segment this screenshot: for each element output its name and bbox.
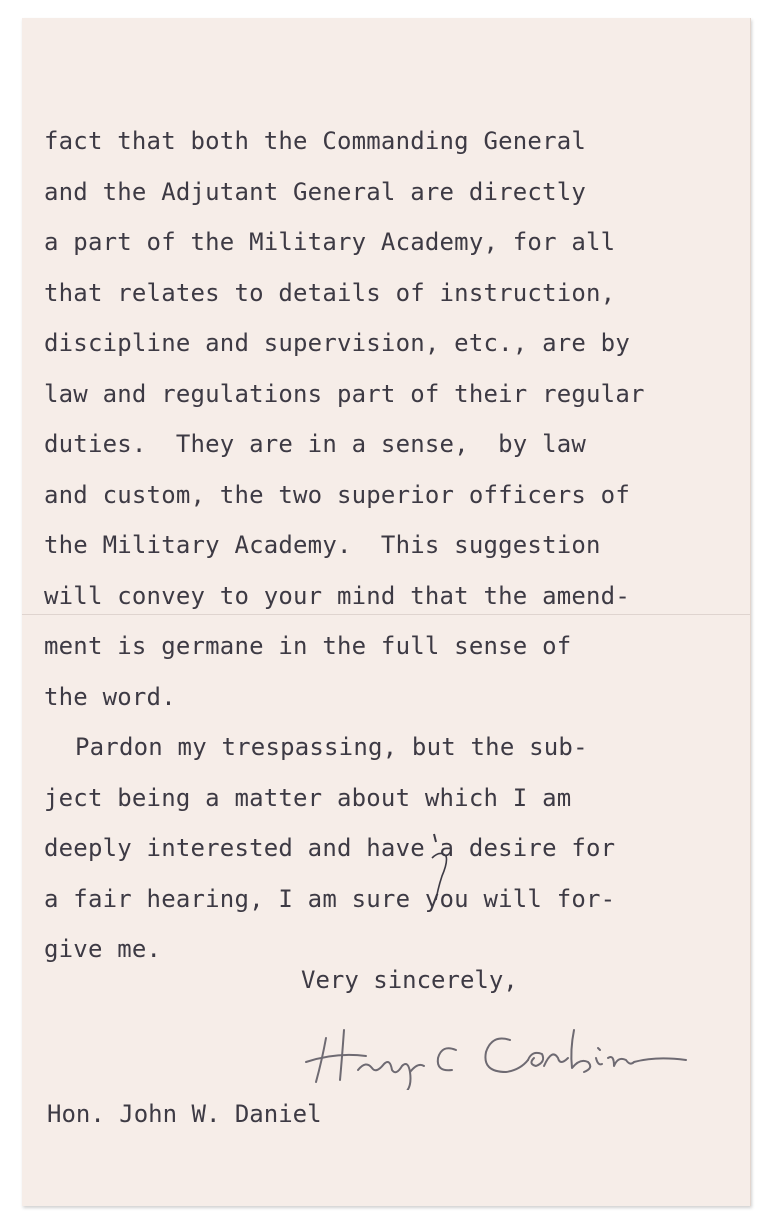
- letter-line: and custom, the two superior officers of: [44, 480, 630, 509]
- addressee-line: Hon. John W. Daniel: [47, 1100, 322, 1128]
- letter-line: will convey to your mind that the amend-: [44, 581, 630, 610]
- letter-line: the word.: [44, 682, 176, 711]
- letter-line: duties. They are in a sense, by law: [44, 430, 587, 458]
- letter-line: Pardon my trespassing, but the sub-: [75, 733, 588, 761]
- letter-line: the Military Academy. This suggestion: [44, 531, 601, 559]
- letter-line: deeply interested and have a desire for: [44, 834, 616, 862]
- letter-line: and the Adjutant General are directly: [44, 177, 587, 206]
- letter-line: discipline and supervision, etc., are by: [44, 329, 630, 357]
- letter-line: a fair hearing, I am sure you will for-: [44, 884, 616, 913]
- letter-body: [44, 116, 714, 975]
- letter-line: ject being a matter about which I am: [44, 783, 572, 812]
- letter-line: a part of the Military Academy, for all: [44, 228, 616, 256]
- letter-line: give me.: [44, 935, 162, 963]
- letter-line: fact that both the Commanding General: [44, 127, 587, 155]
- handwritten-signature: [296, 1000, 696, 1090]
- letter-line: ment is germane in the full sense of: [44, 632, 572, 660]
- letter-line: law and regulations part of their regular: [44, 379, 645, 408]
- letter-line: that relates to details of instruction,: [44, 278, 616, 307]
- closing-salutation: Very sincerely,: [301, 966, 518, 994]
- insertion-caret-mark: [430, 832, 454, 902]
